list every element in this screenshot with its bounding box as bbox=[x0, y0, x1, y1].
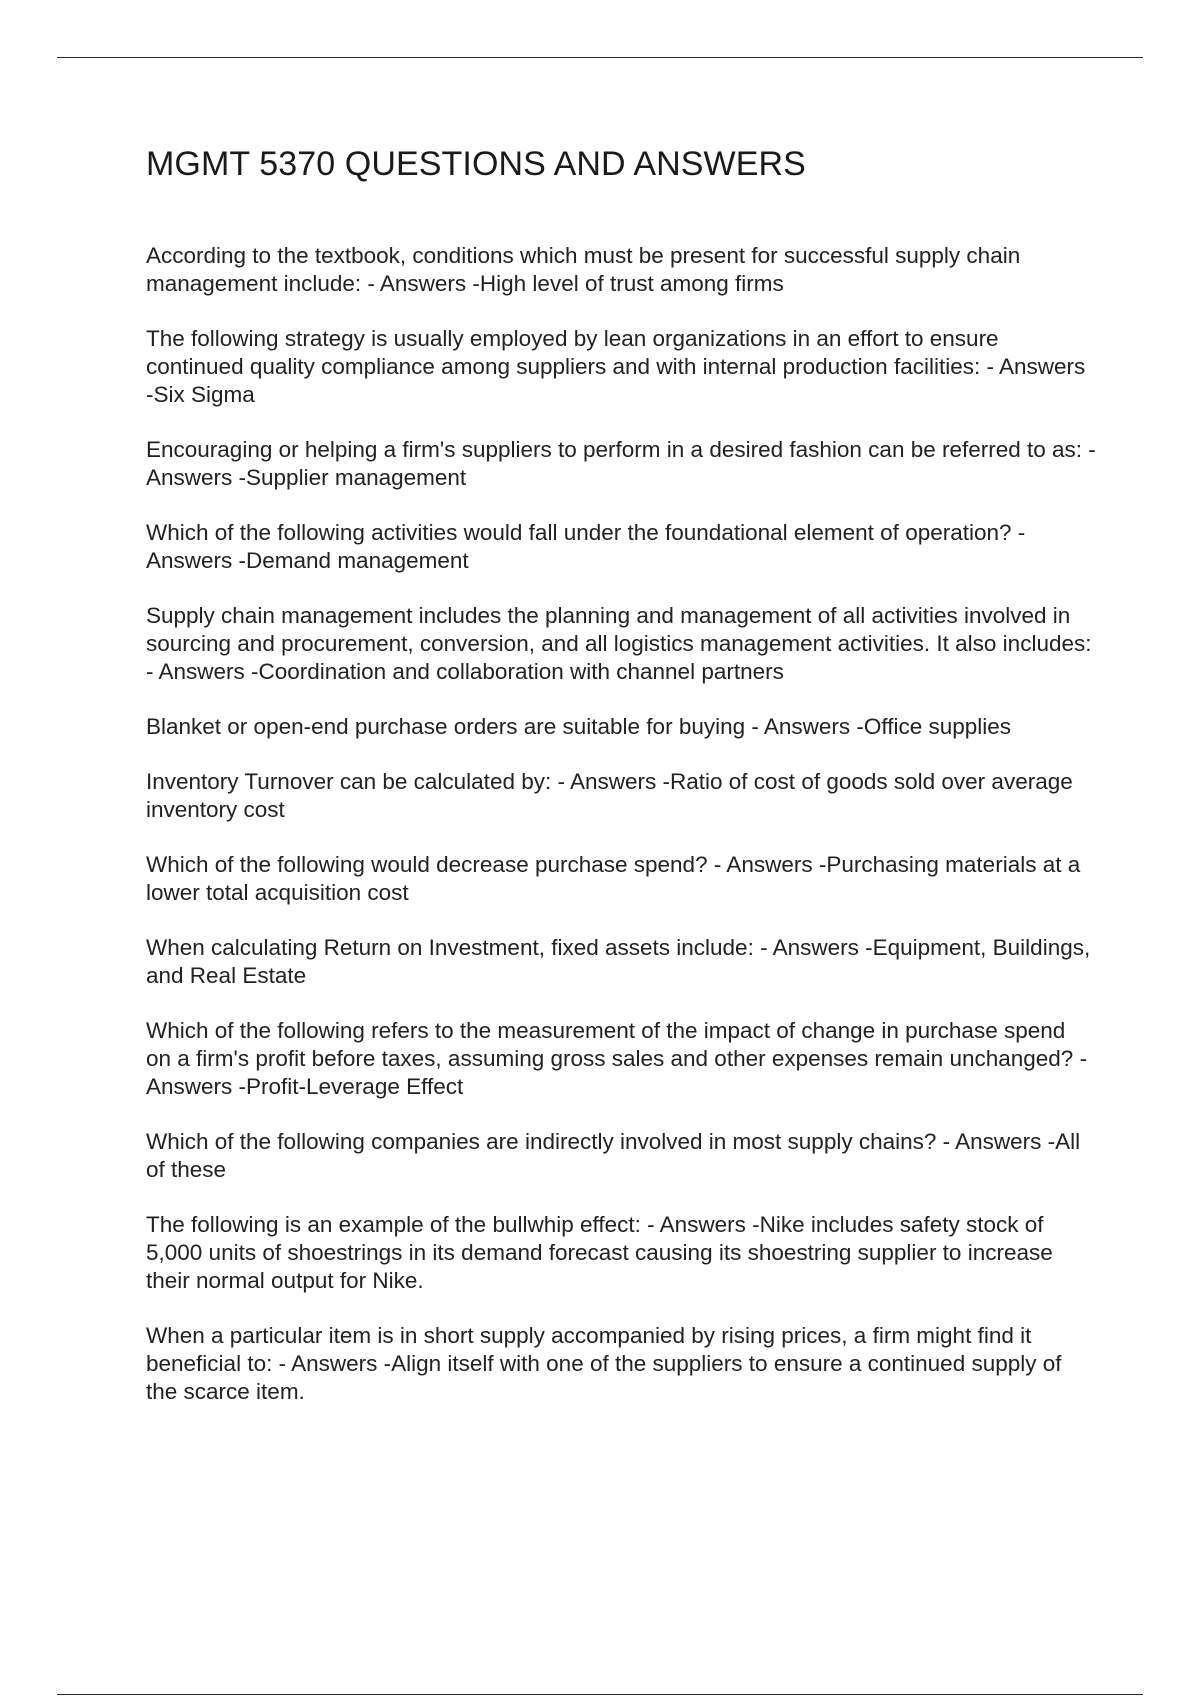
qa-item-4: Which of the following activities would fall under the foundational element of operation? - Answers -Demand management bbox=[146, 520, 1026, 573]
qa-item-2: The following strategy is usually employed by lean organizations in an effort to ensure continued quality compliance among suppliers and with internal production facilities: - Answers -Six Sigma bbox=[146, 326, 1086, 407]
qa-item-13: When a particular item is in short supply accompanied by rising prices, a firm might find it beneficial to: - Answers -Align itself with one of the suppliers to ensure a continued supply of the scarce item. bbox=[146, 1323, 1062, 1404]
qa-item-6: Blanket or open-end purchase orders are suitable for buying - Answers -Office supplies bbox=[146, 714, 1012, 739]
qa-item-3: Encouraging or helping a firm's suppliers to perform in a desired fashion can be referred to as: - Answers -Supplier management bbox=[146, 437, 1096, 490]
qa-item-1: According to the textbook, conditions which must be present for successful supply chain management include: - Answers -High level of trust among firms bbox=[146, 243, 1021, 296]
qa-item-9: When calculating Return on Investment, fixed assets include: - Answers -Equipment, Buildings, and Real Estate bbox=[146, 935, 1091, 988]
header-rule bbox=[57, 57, 1143, 58]
qa-item-7: Inventory Turnover can be calculated by: - Answers -Ratio of cost of goods sold over average inventory cost bbox=[146, 769, 1073, 822]
qa-list bbox=[146, 242, 1096, 1433]
qa-item-12: The following is an example of the bullwhip effect: - Answers -Nike includes safety stock of 5,000 units of shoestrings in its demand forecast causing its shoestring supplier to increase their normal output for Nike. bbox=[146, 1212, 1053, 1293]
footer-rule bbox=[57, 1694, 1143, 1695]
qa-item-8: Which of the following would decrease purchase spend? - Answers -Purchasing materials at a lower total acquisition cost bbox=[146, 852, 1081, 905]
qa-item-5: Supply chain management includes the planning and management of all activities involved in sourcing and procurement, conversion, and all logistics management activities. It also includes: - Answers -Coordination and collaboration with channel partners bbox=[146, 603, 1092, 684]
qa-item-11: Which of the following companies are indirectly involved in most supply chains? - Answers -All of these bbox=[146, 1129, 1081, 1182]
qa-item-10: Which of the following refers to the measurement of the impact of change in purchase spend on a firm's profit before taxes, assuming gross sales and other expenses remain unchanged? - Answers -Profit-Leverage Effect bbox=[146, 1018, 1088, 1099]
document-title: MGMT 5370 QUESTIONS AND ANSWERS bbox=[146, 145, 806, 183]
